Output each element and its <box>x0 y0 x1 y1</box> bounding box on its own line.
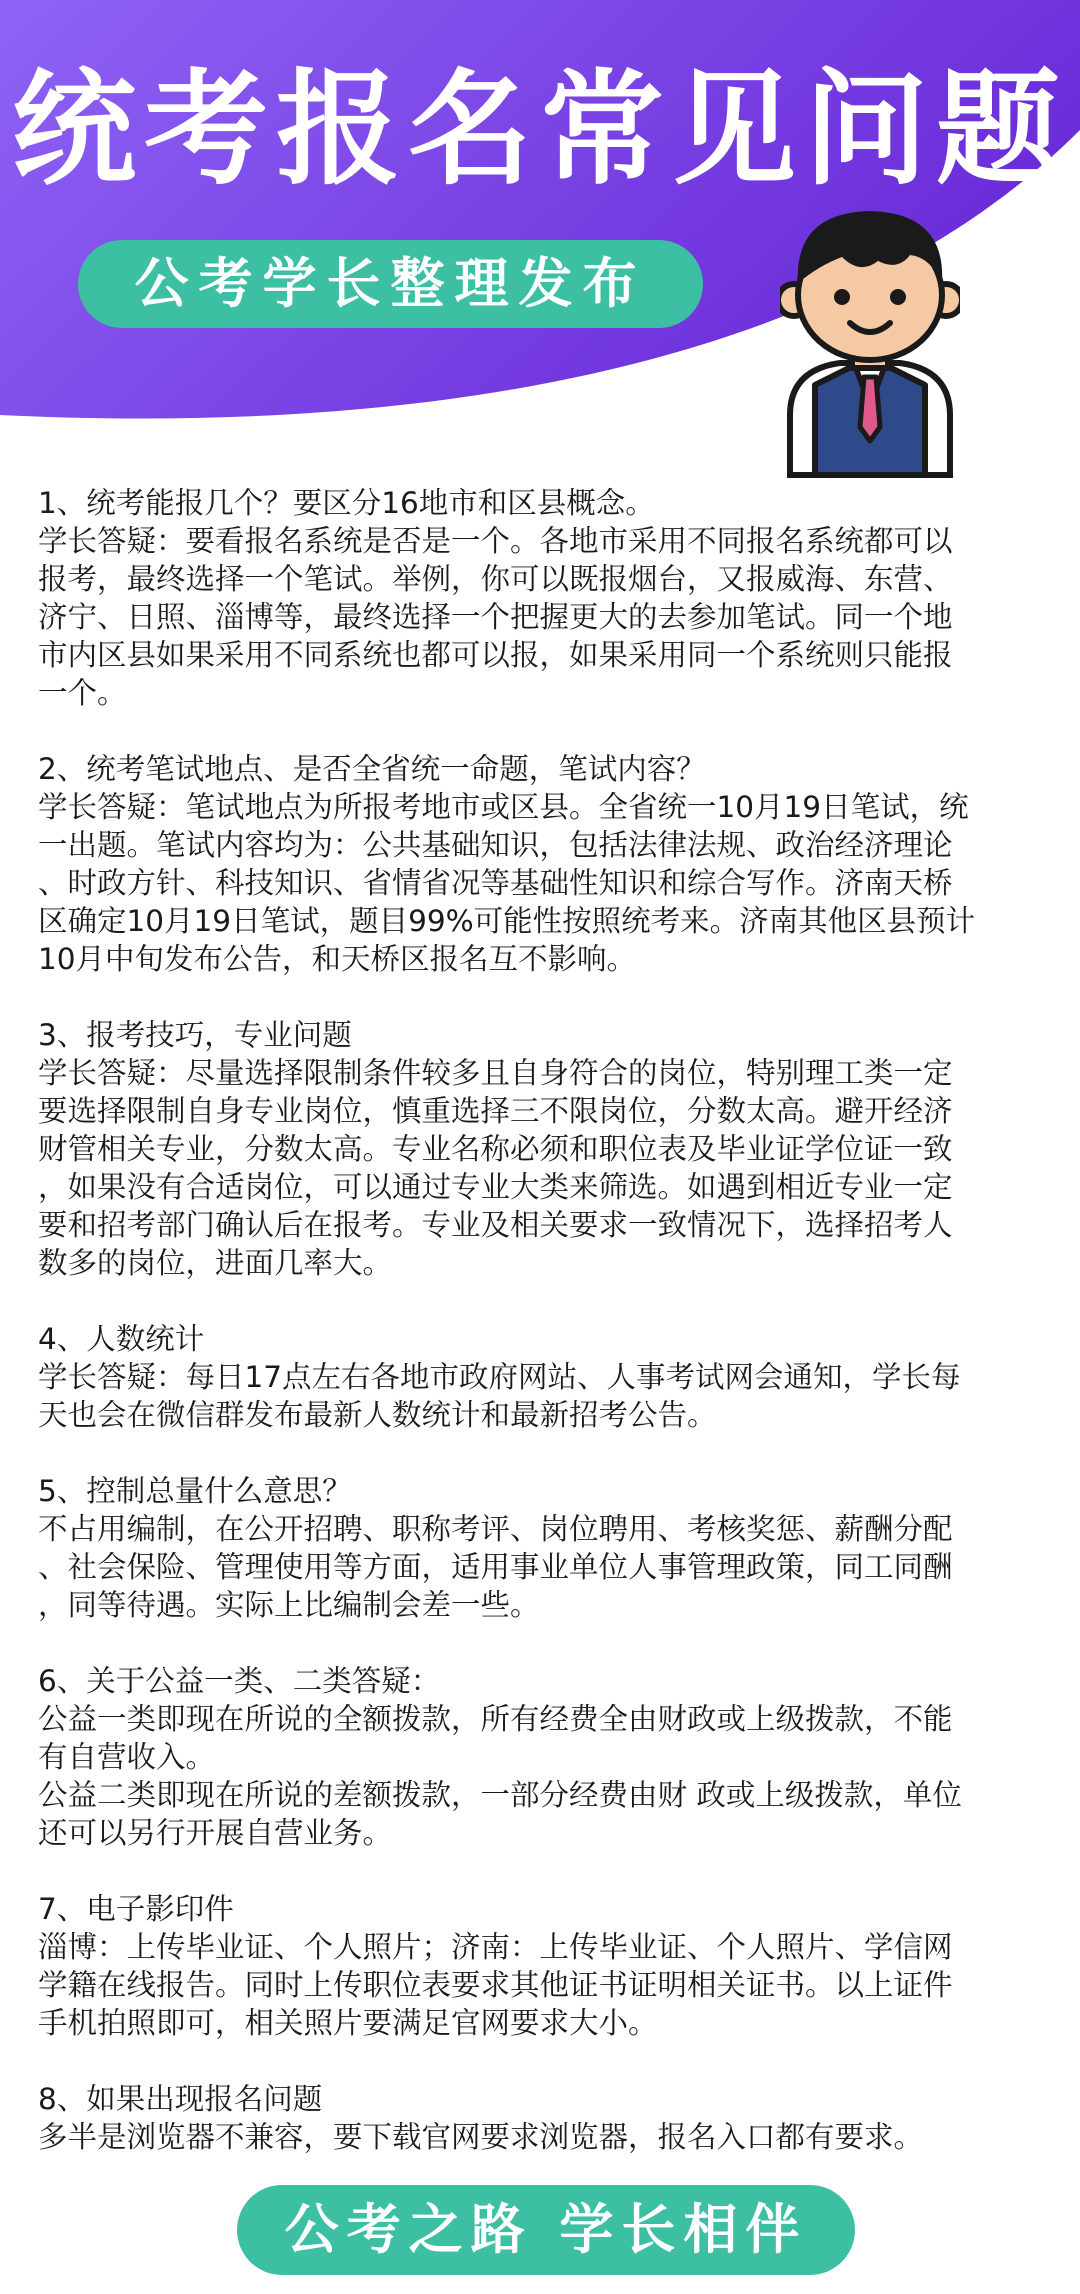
faq-answer-line: 学长答疑：笔试地点为所报考地市或区县。全省统一10月19日笔试，统 <box>38 790 969 824</box>
faq-answer-line: 公益一类即现在所说的全额拨款，所有经费全由财政或上级拨款，不能 <box>38 1702 953 1736</box>
faq-answer-line: 一个。 <box>38 676 127 710</box>
faq-question: 4、人数统计 <box>38 1322 205 1356</box>
faq-answer-line: ，同等待遇。实际上比编制会差一些。 <box>38 1588 540 1622</box>
faq-answer-line: 天也会在微信群发布最新人数统计和最新招考公告。 <box>38 1398 717 1432</box>
faq-question: 5、控制总量什么意思？ <box>38 1474 352 1508</box>
faq-section-2 <box>38 750 1048 978</box>
faq-section-4 <box>38 1320 1048 1434</box>
faq-answer-line: 要选择限制自身专业岗位，慎重选择三不限岗位，分数太高。避开经济 <box>38 1094 953 1128</box>
subtitle-badge: 公考学长整理发布 <box>78 240 703 328</box>
faq-answer-line: 10月中旬发布公告，和天桥区报名互不影响。 <box>38 942 637 976</box>
header-banner <box>0 0 1080 430</box>
faq-answer-line: 区确定10月19日笔试，题目99%可能性按照统考来。济南其他区县预计 <box>38 904 976 938</box>
faq-answer-line: 学长答疑：尽量选择限制条件较多且自身符合的岗位，特别理工类一定 <box>38 1056 953 1090</box>
faq-answer-line: 不占用编制，在公开招聘、职称考评、岗位聘用、考核奖惩、薪酬分配 <box>38 1512 953 1546</box>
faq-question: 6、关于公益一类、二类答疑： <box>38 1664 441 1698</box>
faq-answer-line: 报考，最终选择一个笔试。举例，你可以既报烟台，又报威海、东营、 <box>38 562 953 596</box>
faq-question: 8、如果出现报名问题 <box>38 2082 323 2116</box>
faq-answer-line: ，如果没有合适岗位，可以通过专业大类来筛选。如遇到相近专业一定 <box>38 1170 953 1204</box>
faq-answer-line: 、时政方针、科技知识、省情省况等基础性知识和综合写作。济南天桥 <box>38 866 953 900</box>
faq-section-8 <box>38 2080 1048 2156</box>
faq-answer-line: 济宁、日照、淄博等，最终选择一个把握更大的去参加笔试。同一个地 <box>38 600 953 634</box>
faq-answer-line: 一出题。笔试内容均为：公共基础知识，包括法律法规、政治经济理论 <box>38 828 953 862</box>
faq-answer-line: 有自营收入。 <box>38 1740 216 1774</box>
student-avatar-icon <box>780 205 960 480</box>
faq-answer-line: 多半是浏览器不兼容，要下载官网要求浏览器，报名入口都有要求。 <box>38 2120 924 2154</box>
faq-answer-line: 财管相关专业，分数太高。专业名称必须和职位表及毕业证学位证一致 <box>38 1132 953 1166</box>
faq-answer-line: 、社会保险、管理使用等方面，适用事业单位人事管理政策，同工同酬 <box>38 1550 953 1584</box>
faq-content <box>38 484 1048 2194</box>
faq-section-5 <box>38 1472 1048 1624</box>
faq-answer-line: 要和招考部门确认后在报考。专业及相关要求一致情况下，选择招考人 <box>38 1208 953 1242</box>
page-title: 统考报名常见问题 <box>11 58 1068 202</box>
faq-answer-line: 学长答疑：要看报名系统是否是一个。各地市采用不同报名系统都可以 <box>38 524 953 558</box>
faq-question: 1、统考能报几个？要区分16地市和区县概念。 <box>38 486 655 520</box>
footer-slogan: 公考之路 学长相伴 <box>237 2185 855 2275</box>
faq-question: 7、电子影印件 <box>38 1892 234 1926</box>
faq-answer-line: 学长答疑：每日17点左右各地市政府网站、人事考试网会通知，学长每 <box>38 1360 961 1394</box>
faq-answer-line: 淄博：上传毕业证、个人照片；济南：上传毕业证、个人照片、学信网 <box>38 1930 953 1964</box>
faq-answer-line: 公益二类即现在所说的差额拨款，一部分经费由财 政或上级拨款，单位 <box>38 1778 962 1812</box>
faq-question: 3、报考技巧，专业问题 <box>38 1018 352 1052</box>
faq-section-1 <box>38 484 1048 712</box>
faq-answer-line: 数多的岗位，进面几率大。 <box>38 1246 393 1280</box>
faq-answer-line: 学籍在线报告。同时上传职位表要求其他证书证明相关证书。以上证件 <box>38 1968 953 2002</box>
faq-answer-line: 手机拍照即可，相关照片要满足官网要求大小。 <box>38 2006 658 2040</box>
faq-answer-line: 市内区县如果采用不同系统也都可以报，如果采用同一个系统则只能报 <box>38 638 953 672</box>
faq-question: 2、统考笔试地点、是否全省统一命题，笔试内容？ <box>38 752 706 786</box>
faq-section-3 <box>38 1016 1048 1282</box>
faq-section-7 <box>38 1890 1048 2042</box>
faq-section-6 <box>38 1662 1048 1852</box>
faq-answer-line: 还可以另行开展自营业务。 <box>38 1816 393 1850</box>
